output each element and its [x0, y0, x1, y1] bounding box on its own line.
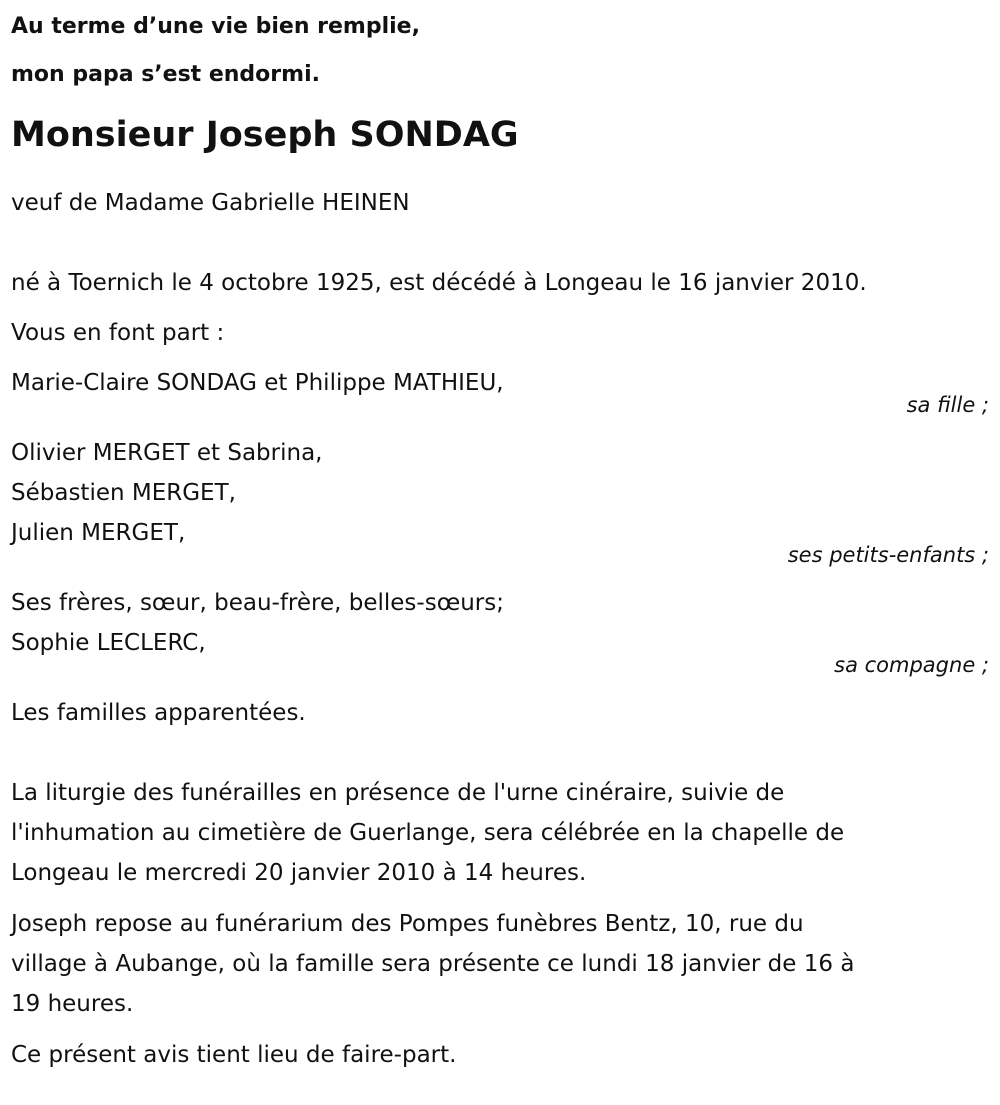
- intro-text: [11, 3, 991, 99]
- grandchild-line-3: Julien MERGET,: [11, 520, 186, 546]
- intro-line-2: mon papa s’est endormi.: [11, 62, 320, 87]
- companion-role: sa compagne ;: [834, 653, 989, 677]
- intro-line-1: Au terme d’une vie bien remplie,: [11, 14, 420, 39]
- death-notice: [11, 0, 991, 1075]
- families-line: Les familles apparentées.: [11, 700, 306, 726]
- companion-line: Sophie LECLERC,: [11, 630, 206, 656]
- closing-line: Ce présent avis tient lieu de faire-part.: [11, 1042, 457, 1068]
- liturgy-line-2: l'inhumation au cimetière de Guerlange, sera célébrée en la chapelle de: [11, 820, 845, 846]
- daughter-role: sa fille ;: [906, 393, 989, 417]
- daughter-line: Marie-Claire SONDAG et Philippe MATHIEU,: [11, 370, 504, 396]
- birth-death-line: né à Toernich le 4 octobre 1925, est décédé à Longeau le 16 janvier 2010.: [11, 270, 867, 296]
- widow-of: veuf de Madame Gabrielle HEINEN: [11, 190, 410, 216]
- grandchild-line-1: Olivier MERGET et Sabrina,: [11, 440, 323, 466]
- announcement-lead: Vous en font part :: [11, 320, 225, 346]
- grandchild-line-2: Sébastien MERGET,: [11, 480, 236, 506]
- repose-line-2: village à Aubange, où la famille sera présente ce lundi 18 janvier de 16 à: [11, 951, 855, 977]
- repose-line-3: 19 heures.: [11, 991, 134, 1017]
- repose-line-1: Joseph repose au funérarium des Pompes funèbres Bentz, 10, rue du: [11, 911, 804, 937]
- siblings-line: Ses frères, sœur, beau-frère, belles-sœurs;: [11, 590, 504, 616]
- grandchildren-role: ses petits-enfants ;: [787, 543, 989, 567]
- liturgy-line-1: La liturgie des funérailles en présence de l'urne cinéraire, suivie de: [11, 780, 785, 806]
- deceased-name: Monsieur Joseph SONDAG: [11, 115, 519, 155]
- liturgy-line-3: Longeau le mercredi 20 janvier 2010 à 14 heures.: [11, 860, 587, 886]
